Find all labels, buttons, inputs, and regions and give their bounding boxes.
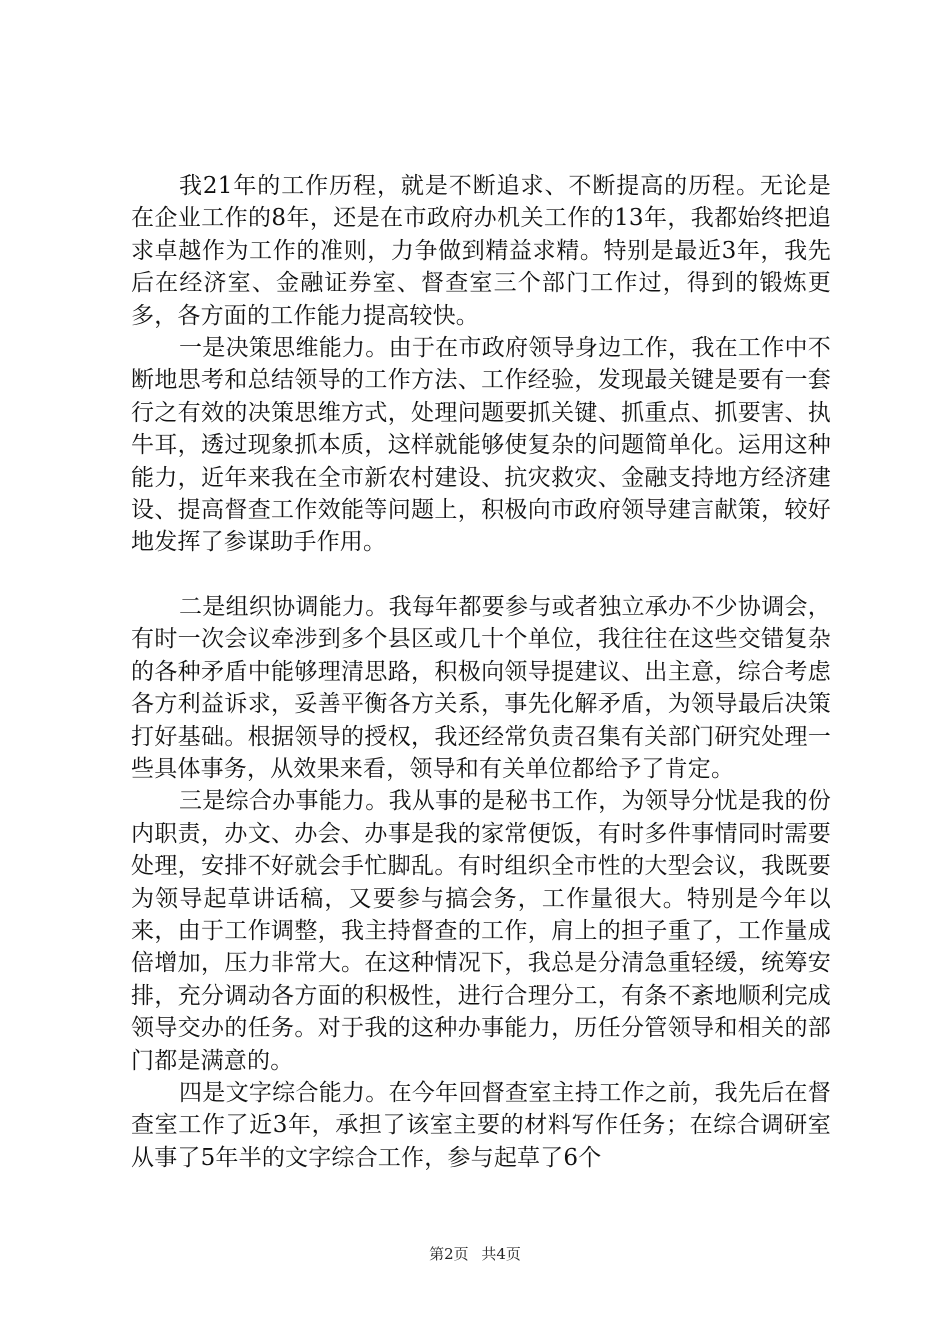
page-number: 第2页	[429, 1245, 469, 1263]
page-footer	[0, 1244, 950, 1264]
page-total: 共4页	[481, 1245, 521, 1263]
paragraph-intro: 我21年的工作历程，就是不断追求、不断提高的历程。无论是在企业工作的8年，还是在市政府办机关工作的13年，我都始终把追求卓越作为工作的准则，力争做到精益求精。特别是最近3年，我先后在经济室、金融证券室、督查室三个部门工作过，得到的锻炼更多，各方面的工作能力提高较快。	[131, 173, 831, 329]
document-body	[131, 170, 831, 1174]
paragraph-coordination: 二是组织协调能力。我每年都要参与或者独立承办不少协调会，有时一次会议牵涉到多个县区或几十个单位，我往往在这些交错复杂的各种矛盾中能够理清思路，积极向领导提建议、出主意，综合考虑各方利益诉求，妥善平衡各方关系，事先化解矛盾，为领导最后决策打好基础。根据领导的授权，我还经常负责召集有关部门研究处理一些具体事务，从效果来看，领导和有关单位都给予了肯定。	[131, 593, 831, 782]
paragraph-comprehensive-affairs: 三是综合办事能力。我从事的是秘书工作，为领导分忧是我的份内职责，办文、办会、办事是我的家常便饭，有时多件事情同时需要处理，安排不好就会手忙脚乱。有时组织全市性的大型会议，我既要为领导起草讲话稿，又要参与搞会务，工作量很大。特别是今年以来，由于工作调整，我主持督查的工作，肩上的担子重了，工作量成倍增加，压力非常大。在这种情况下，我总是分清急重轻缓，统筹安排，充分调动各方面的积极性，进行合理分工，有条不紊地顺利完成领导交办的任务。对于我的这种办事能力，历任分管领导和相关的部门都是满意的。	[131, 788, 831, 1074]
paragraph-decision-thinking: 一是决策思维能力。由于在市政府领导身边工作，我在工作中不断地思考和总结领导的工作方法、工作经验，发现最关键是要有一套行之有效的决策思维方式，处理问题要抓关键、抓重点、抓要害、执牛耳，透过现象抓本质，这样就能够使复杂的问题简单化。运用这种能力，近年来我在全市新农村建设、抗灾救灾、金融支持地方经济建设、提高督查工作效能等问题上，积极向市政府领导建言献策，较好地发挥了参谋助手作用。	[131, 335, 831, 556]
paragraph-writing: 四是文字综合能力。在今年回督查室主持工作之前，我先后在督查室工作了近3年，承担了该室主要的材料写作任务；在综合调研室从事了5年半的文字综合工作，参与起草了6个	[131, 1079, 831, 1171]
